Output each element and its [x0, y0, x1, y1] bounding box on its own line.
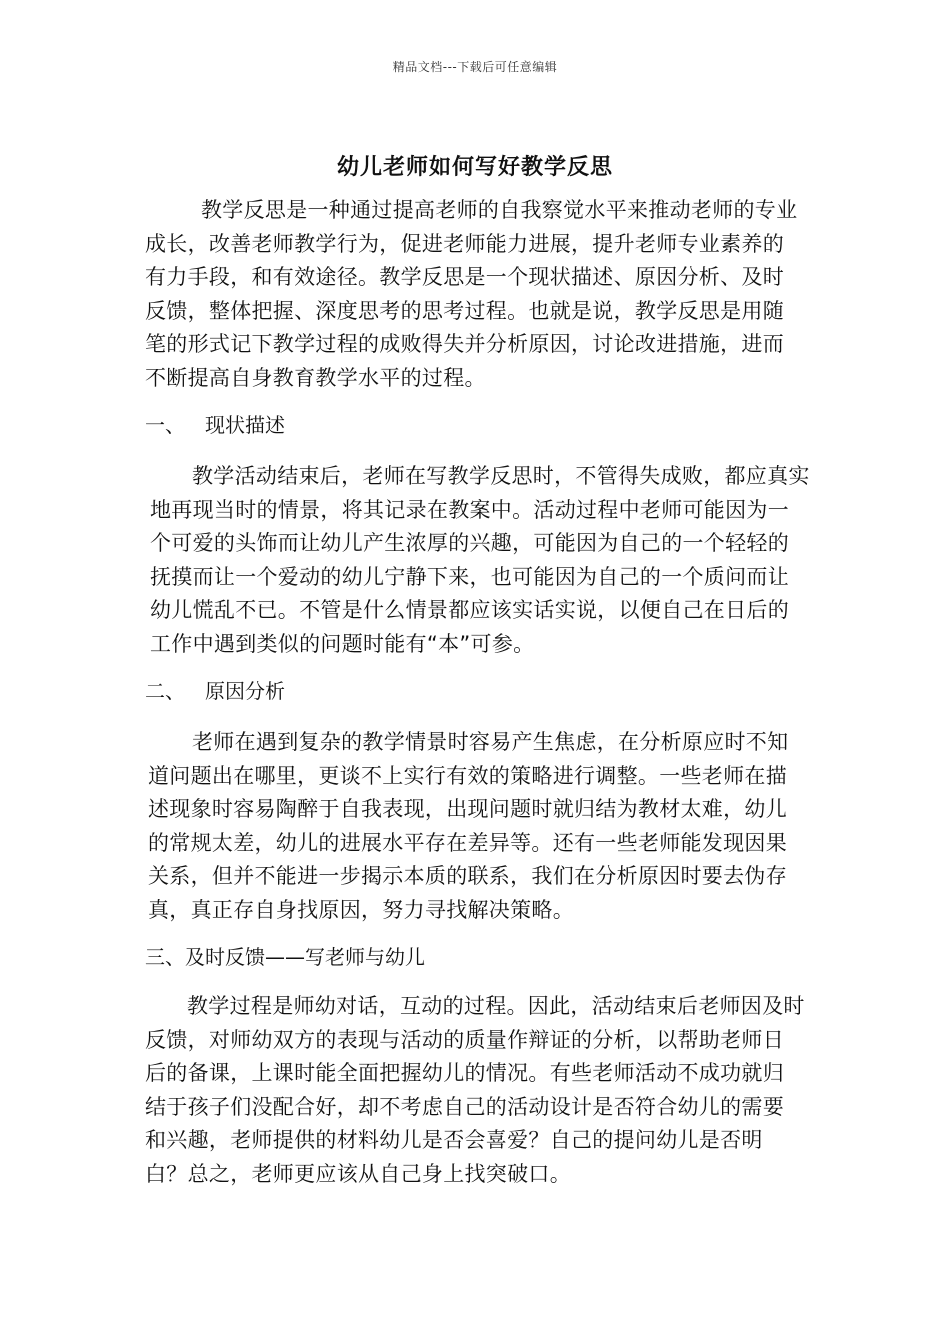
intro-paragraph: 教学反思是一种通过提高老师的自我察觉水平来推动老师的专业成长，改善老师教学行为，促进老师能力进展，提升老师专业素养的有力手段，和有效途径。教学反思是一个现状描述、原因分析、及时反馈，整体把握、深度思考的思考过程。也就是说，教学反思是用随笔的形式记下教学过程的成败得失并分析原因，讨论改进措施，进而不断提高自身教育教学水平的过程。: [145, 198, 798, 390]
section-heading-3: [145, 942, 805, 972]
section-paragraph: 老师在遇到复杂的教学情景时容易产生焦虑，在分析原应时不知道问题出在哪里，更谈不上实行有效的策略进行调整。一些老师在描述现象时容易陶醉于自我表现，出现问题时就归结为教材太难，幼儿的常规太差，幼儿的进展水平存在差异等。还有一些老师能发现因果关系，但并不能进一步揭示本质的联系，我们在分析原因时要去伪存真，真正存自身找原因，努力寻找解决策略。: [148, 730, 789, 922]
section-heading-2: [145, 676, 805, 706]
section-number: 一、: [145, 413, 185, 437]
section-heading-1: [145, 410, 805, 440]
section-body-1: [150, 460, 810, 661]
section-number: 二、: [145, 679, 185, 703]
intro-section: [145, 194, 805, 395]
section-title: 三、及时反馈——写老师与幼儿: [145, 945, 425, 969]
section-paragraph: 教学活动结束后，老师在写教学反思时，不管得失成败，都应真实地再现当时的情景，将其记录在教案中。活动过程中老师可能因为一个可爱的头饰而让幼儿产生浓厚的兴趣，可能因为自己的一个轻轻的抚摸而让一个爱动的幼儿宁静下来，也可能因为自己的一个质问而让幼儿慌乱不已。不管是什么情景都应该实话实说，以便自己在日后的工作中遇到类似的问题时能有“本”可参。: [150, 464, 810, 656]
document-title: 幼儿老师如何写好教学反思: [336, 155, 613, 180]
section-body-2: [148, 726, 808, 927]
section-title: 现状描述: [205, 413, 285, 437]
section-body-3: [145, 990, 805, 1191]
section-title: 原因分析: [205, 679, 285, 703]
section-paragraph: 教学过程是师幼对话，互动的过程。因此，活动结束后老师因及时反馈，对师幼双方的表现与活动的质量作辩证的分析，以帮助老师日后的备课，上课时能全面把握幼儿的情况。有些老师活动不成功就归结于孩子们没配合好，却不考虑自己的活动设计是否符合幼儿的需要和兴趣，老师提供的材料幼儿是否会喜爱？自己的提问幼儿是否明白？总之，老师更应该从自己身上找突破口。: [145, 994, 805, 1186]
page-header: 精品文档---下载后可任意编辑: [392, 60, 558, 74]
